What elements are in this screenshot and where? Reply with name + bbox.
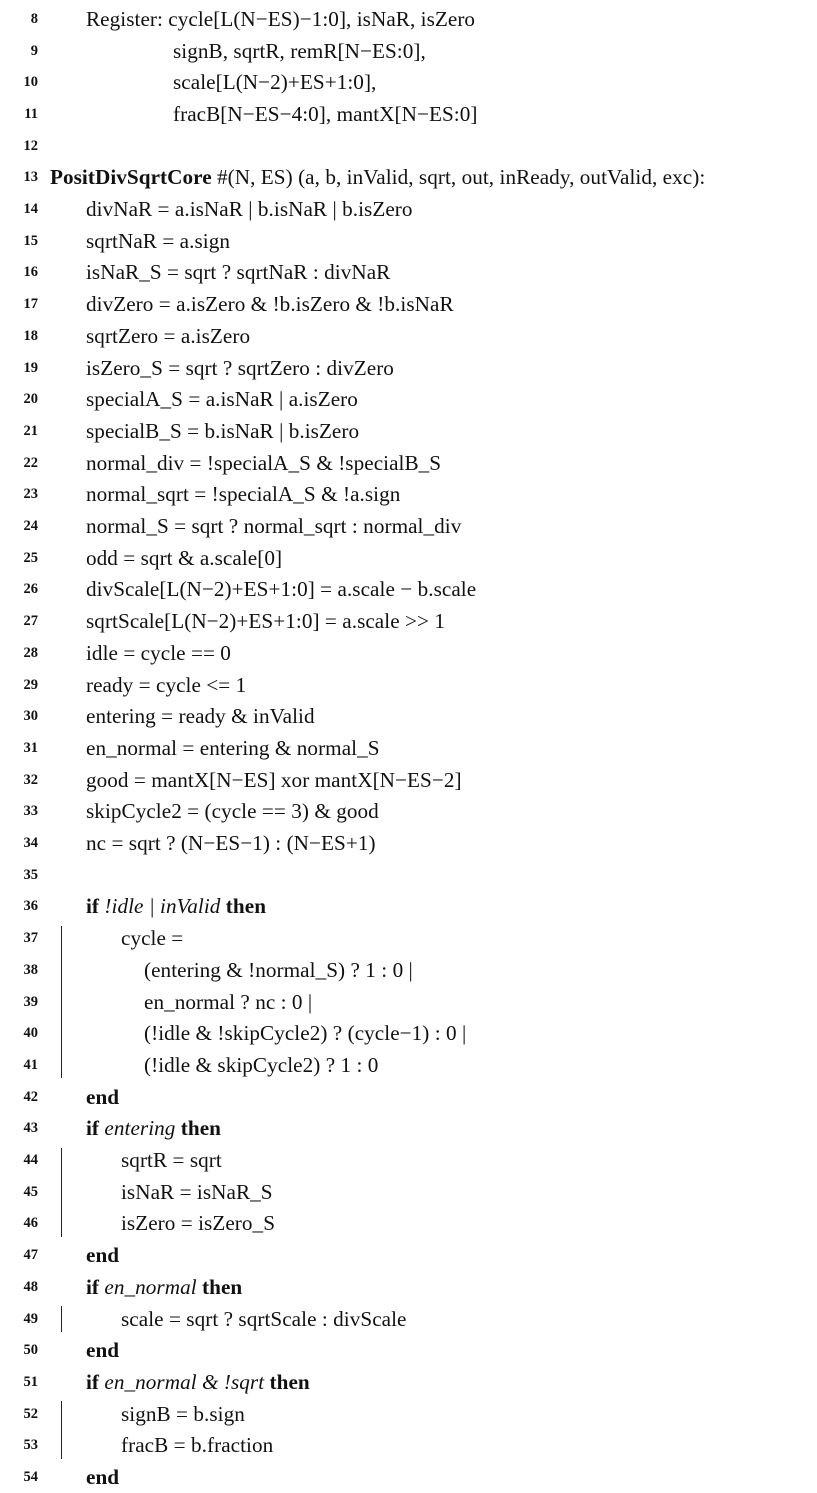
- line-number: 51: [23, 1373, 38, 1390]
- statement: sqrtNaR = a.sign: [86, 228, 230, 253]
- line-number: 29: [23, 676, 38, 693]
- line-number: 39: [23, 993, 38, 1010]
- code-text: [144, 990, 312, 1015]
- line-number: 35: [23, 866, 38, 883]
- keyword: then: [202, 1274, 243, 1299]
- code-line: [0, 194, 817, 226]
- statement: odd = sqrt & a.scale[0]: [86, 545, 283, 570]
- line-number: 42: [23, 1088, 38, 1105]
- code-text: [86, 292, 454, 317]
- line-number: 52: [23, 1405, 38, 1422]
- statement: en_normal ? nc : 0 |: [144, 989, 313, 1014]
- code-line: [0, 289, 817, 321]
- statement: cycle =: [121, 926, 184, 951]
- line-number: 49: [23, 1310, 38, 1327]
- statement: normal_sqrt = !specialA_S & !a.sign: [86, 482, 401, 507]
- code-line: [0, 99, 817, 131]
- code-line: [0, 574, 817, 606]
- block-bar: [61, 926, 62, 1079]
- code-text: [86, 736, 380, 761]
- code-text: [86, 260, 390, 285]
- statement: good = mantX[N−ES] xor mantX[N−ES−2]: [86, 767, 462, 792]
- code-line: [0, 1145, 817, 1177]
- code-text: [86, 704, 315, 729]
- line-number: 13: [23, 169, 38, 186]
- statement: isZero_S = sqrt ? sqrtZero : divZero: [86, 355, 394, 380]
- line-number: 48: [23, 1278, 38, 1295]
- line-number: 18: [23, 327, 38, 344]
- code-line: [0, 1208, 817, 1240]
- code-text: [86, 641, 231, 666]
- block-bar: [61, 1306, 62, 1332]
- keyword: end: [86, 1465, 120, 1490]
- code-line: [0, 1462, 817, 1493]
- code-line: [0, 257, 817, 289]
- line-number: 19: [23, 359, 38, 376]
- statement: scale = sqrt ? sqrtScale : divScale: [121, 1306, 407, 1331]
- code-text: [86, 609, 445, 634]
- line-number: 25: [23, 549, 38, 566]
- code-text: [86, 1338, 119, 1363]
- statement: specialB_S = b.isNaR | b.isZero: [86, 418, 360, 443]
- statement: sqrtZero = a.isZero: [86, 323, 251, 348]
- statement: normal_div = !specialA_S & !specialB_S: [86, 450, 442, 475]
- code-text: [86, 229, 230, 254]
- code-line: [0, 416, 817, 448]
- line-number: 11: [24, 105, 38, 122]
- condition: entering: [104, 1116, 176, 1141]
- block-bar: [61, 1148, 62, 1237]
- code-text: [86, 356, 394, 381]
- code-text: [121, 1148, 222, 1173]
- line-number: 16: [23, 264, 38, 281]
- line-number: 10: [23, 74, 38, 91]
- keyword: end: [86, 1243, 120, 1268]
- keyword: then: [269, 1369, 310, 1394]
- statement: isNaR = isNaR_S: [121, 1179, 273, 1204]
- code-text: [86, 1116, 221, 1141]
- condition: !idle | inValid: [104, 894, 221, 919]
- code-line: [0, 1430, 817, 1462]
- code-line: [0, 225, 817, 257]
- statement: isNaR_S = sqrt ? sqrtNaR : divNaR: [86, 260, 391, 285]
- keyword: if: [86, 1116, 100, 1141]
- code-line: [0, 447, 817, 479]
- statement: scale[L(N−2)+ES+1:0],: [173, 70, 377, 95]
- code-text: [86, 451, 441, 476]
- line-number: 17: [23, 296, 38, 313]
- line-number: 33: [23, 803, 38, 820]
- code-text: [86, 1275, 242, 1300]
- code-text: [86, 768, 462, 793]
- line-number: 21: [23, 422, 38, 439]
- statement: idle = cycle == 0: [86, 640, 231, 665]
- line-number: 26: [23, 581, 38, 598]
- code-line: [0, 1081, 817, 1113]
- line-number: 36: [23, 898, 38, 915]
- line-number: 32: [23, 771, 38, 788]
- code-line: [0, 764, 817, 796]
- line-number: 44: [23, 1152, 38, 1169]
- code-line: [0, 35, 817, 67]
- line-number: 50: [23, 1342, 38, 1359]
- line-number: 43: [23, 1120, 38, 1137]
- code-text: [86, 546, 282, 571]
- code-line: [0, 384, 817, 416]
- code-line: [0, 321, 817, 353]
- line-number: 22: [23, 454, 38, 471]
- keyword: then: [180, 1116, 222, 1141]
- statement: fracB[N−ES−4:0], mantX[N−ES:0]: [173, 101, 478, 126]
- statement: divNaR = a.isNaR | b.isNaR | b.isZero: [86, 197, 413, 222]
- code-text: [86, 197, 413, 222]
- statement: (!idle & !skipCycle2) ? (cycle−1) : 0 |: [144, 1021, 467, 1046]
- code-text: [144, 1021, 466, 1046]
- code-line: [0, 1240, 817, 1272]
- procedure-name: PositDivSqrtCore: [50, 165, 212, 190]
- statement: en_normal = entering & normal_S: [86, 735, 380, 760]
- code-text: [173, 39, 426, 64]
- line-number: 8: [30, 10, 38, 27]
- code-text: [173, 102, 478, 127]
- code-line: [0, 1176, 817, 1208]
- code-line: [0, 606, 817, 638]
- code-line: [0, 796, 817, 828]
- keyword: then: [225, 894, 267, 919]
- code-line: [0, 1303, 817, 1335]
- code-text: [121, 1211, 275, 1236]
- statement: sqrtScale[L(N−2)+ES+1:0] = a.scale >> 1: [86, 609, 445, 634]
- statement: specialA_S = a.isNaR | a.isZero: [86, 387, 358, 412]
- code-text: [86, 673, 246, 698]
- statement: normal_S = sqrt ? normal_sqrt : normal_div: [86, 514, 462, 539]
- code-text: [121, 1402, 245, 1427]
- statement: nc = sqrt ? (N−ES−1) : (N−ES+1): [86, 831, 376, 856]
- code-line: [0, 986, 817, 1018]
- code-text: [86, 1465, 119, 1490]
- line-number: 34: [23, 835, 38, 852]
- code-line: [0, 923, 817, 955]
- keyword: end: [86, 1338, 120, 1363]
- code-line: [0, 1335, 817, 1367]
- keyword: end: [86, 1084, 120, 1109]
- line-number: 15: [23, 232, 38, 249]
- keyword: if: [86, 894, 100, 919]
- line-number: 38: [23, 961, 38, 978]
- code-text: [86, 387, 358, 412]
- statement: entering = ready & inValid: [86, 704, 315, 729]
- code-line: [0, 638, 817, 670]
- statement: signB, sqrtR, remR[N−ES:0],: [173, 38, 426, 63]
- statement: divScale[L(N−2)+ES+1:0] = a.scale − b.scale: [86, 577, 477, 602]
- code-line: [0, 1398, 817, 1430]
- keyword: if: [86, 1274, 100, 1299]
- statement: fracB = b.fraction: [121, 1433, 274, 1458]
- code-line: [0, 1113, 817, 1145]
- code-line: [0, 4, 817, 36]
- code-text: [86, 831, 376, 856]
- line-number: 53: [23, 1437, 38, 1454]
- code-line: [0, 1018, 817, 1050]
- line-number: 41: [23, 1056, 38, 1073]
- code-text: [121, 1433, 273, 1458]
- line-number: 46: [23, 1215, 38, 1232]
- line-number: 40: [23, 1025, 38, 1042]
- line-number: 27: [23, 613, 38, 630]
- code-text: [86, 1243, 119, 1268]
- line-number: 20: [23, 391, 38, 408]
- code-text: [86, 324, 250, 349]
- code-line: [0, 1050, 817, 1082]
- block-bar: [61, 1401, 62, 1458]
- code-text: [121, 1307, 407, 1332]
- line-number: 14: [23, 201, 38, 218]
- code-text: [86, 799, 379, 824]
- keyword: if: [86, 1369, 100, 1394]
- statement: sqrtR = sqrt: [121, 1148, 222, 1173]
- code-text: [86, 419, 359, 444]
- code-text: [121, 926, 183, 951]
- code-line: [0, 733, 817, 765]
- code-line: [0, 162, 817, 194]
- code-text: [144, 958, 413, 983]
- code-text: [86, 577, 476, 602]
- line-number: 54: [23, 1469, 38, 1486]
- code-line: [0, 669, 817, 701]
- code-line: [0, 828, 817, 860]
- code-text: [50, 165, 705, 190]
- code-text: [144, 1053, 378, 1078]
- code-line: [0, 130, 817, 162]
- code-text: [86, 514, 461, 539]
- line-number: 9: [30, 42, 38, 59]
- line-number: 37: [23, 930, 38, 947]
- code-text: [86, 894, 266, 919]
- line-number: 30: [23, 708, 38, 725]
- code-text: [86, 1085, 119, 1110]
- statement: (entering & !normal_S) ? 1 : 0 |: [144, 957, 413, 982]
- code-text: [173, 70, 376, 95]
- statement: isZero = isZero_S: [121, 1211, 276, 1236]
- statement: Register: cycle[L(N−ES)−1:0], isNaR, isZero: [86, 6, 476, 31]
- statement: divZero = a.isZero & !b.isZero & !b.isNaR: [86, 292, 454, 317]
- condition: en_normal & !sqrt: [104, 1369, 265, 1394]
- statement: skipCycle2 = (cycle == 3) & good: [86, 799, 379, 824]
- statement: #(N, ES) (a, b, inValid, sqrt, out, inReady, outValid, exc):: [211, 165, 706, 190]
- line-number: 23: [23, 486, 38, 503]
- code-line: [0, 67, 817, 99]
- line-number: 24: [23, 518, 38, 535]
- line-number: 28: [23, 644, 38, 661]
- code-line: [0, 352, 817, 384]
- line-number: 31: [23, 739, 38, 756]
- statement: (!idle & skipCycle2) ? 1 : 0: [144, 1052, 379, 1077]
- code-line: [0, 701, 817, 733]
- statement: ready = cycle <= 1: [86, 672, 247, 697]
- code-line: [0, 1272, 817, 1304]
- code-line: [0, 542, 817, 574]
- code-line: [0, 1367, 817, 1399]
- code-text: [121, 1180, 273, 1205]
- code-line: [0, 859, 817, 891]
- code-line: [0, 955, 817, 987]
- condition: en_normal: [104, 1274, 197, 1299]
- code-line: [0, 511, 817, 543]
- line-number: 47: [23, 1247, 38, 1264]
- line-number: 45: [23, 1183, 38, 1200]
- line-number: 12: [23, 137, 38, 154]
- code-line: [0, 891, 817, 923]
- code-line: [0, 479, 817, 511]
- code-text: [86, 1370, 310, 1395]
- code-text: [86, 7, 475, 32]
- code-text: [86, 482, 400, 507]
- statement: signB = b.sign: [121, 1401, 245, 1426]
